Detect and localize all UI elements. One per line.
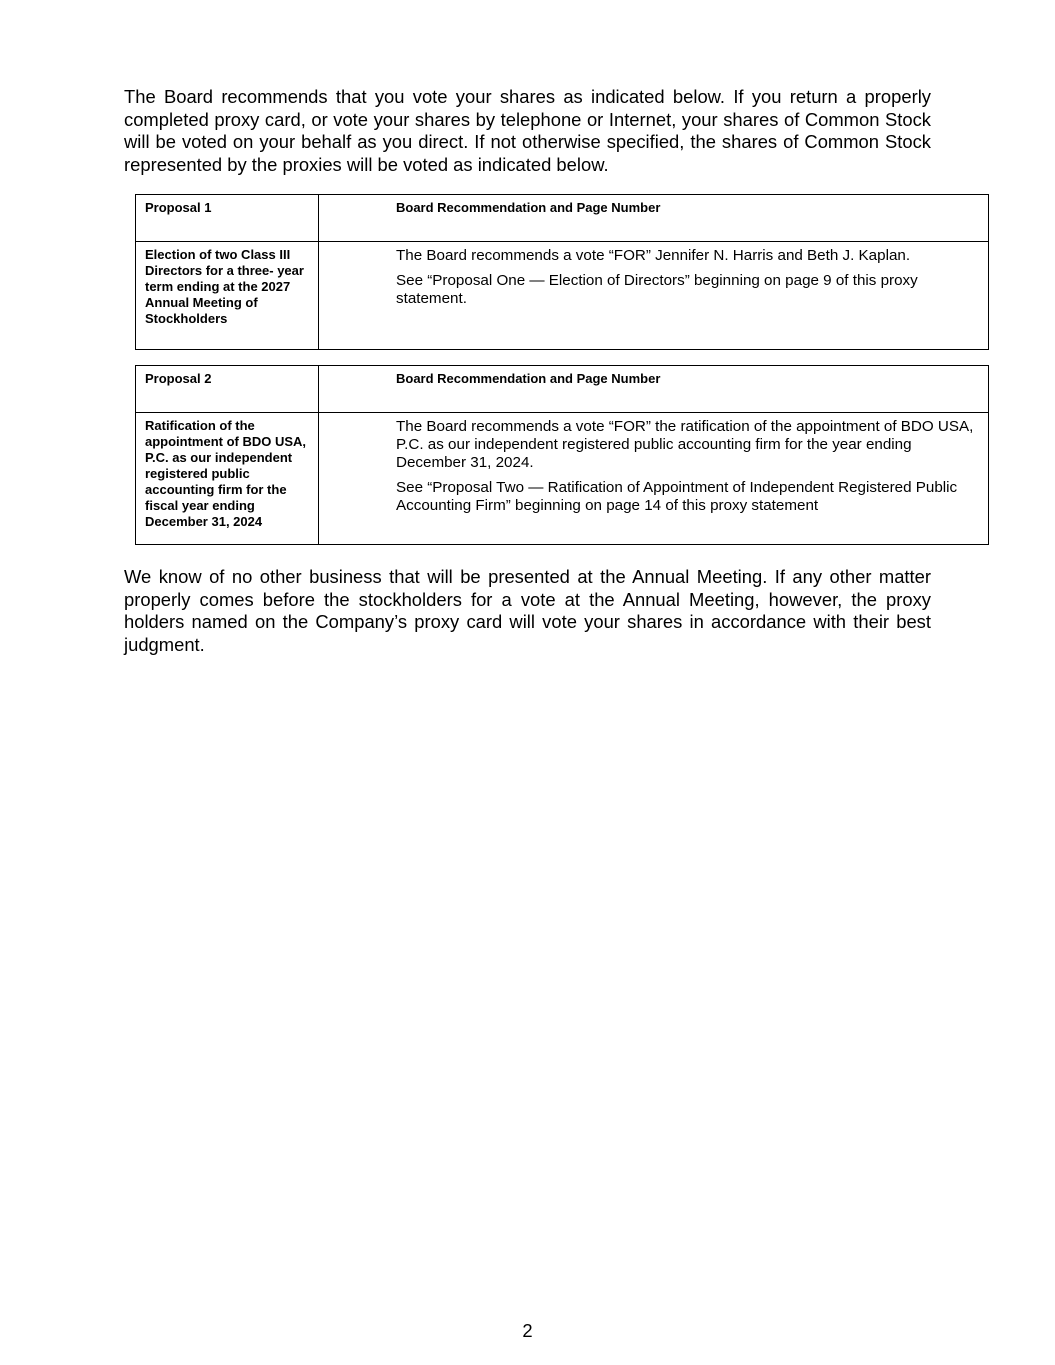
table-header-row [136, 195, 989, 242]
closing-paragraph: We know of no other business that will be presented at the Annual Meeting. If any other matter properly comes before the stockholders for a vote at the Annual Meeting, however, the proxy holders named on the Company’s proxy card will vote your shares in accordance with their best judgment. [124, 566, 931, 655]
recommendation-header: Board Recommendation and Page Number [396, 371, 661, 386]
proposal-description-cell [136, 242, 319, 350]
table-row [136, 413, 989, 545]
header-cell-proposal [136, 366, 319, 413]
proposal-1-table [135, 194, 989, 350]
recommendation-header: Board Recommendation and Page Number [396, 200, 661, 215]
proposal-2-recommendation: The Board recommends a vote “FOR” the ratification of the appointment of BDO USA, P.C. as our independent registered public accounting firm for the year ending December 31, 2024. [396, 418, 974, 471]
proposal-2-label: Proposal 2 [145, 371, 212, 386]
table-header-row [136, 366, 989, 413]
proposal-1-description: Election of two Class III Directors for a three- year term ending at the 2027 Annual Meeting of Stockholders [145, 247, 304, 326]
table-row [136, 242, 989, 350]
header-cell-recommendation [319, 366, 989, 413]
header-cell-proposal [136, 195, 319, 242]
proposal-2-table [135, 365, 989, 545]
proposal-2-description: Ratification of the appointment of BDO USA, P.C. as our independent registered public accounting firm for the fiscal year ending December 31, 2024 [145, 418, 307, 529]
proposal-1-label: Proposal 1 [145, 200, 212, 215]
page-number: 2 [522, 1320, 533, 1341]
recommendation-cell [319, 242, 989, 350]
header-cell-recommendation [319, 195, 989, 242]
proposal-2-page-reference: See “Proposal Two — Ratification of Appointment of Independent Registered Public Accounting Firm” beginning on page 14 of this proxy statement [396, 479, 958, 514]
proposal-1-page-reference: See “Proposal One — Election of Directors” beginning on page 9 of this proxy statement. [396, 272, 918, 307]
recommendation-cell [319, 413, 989, 545]
proposal-1-recommendation: The Board recommends a vote “FOR” Jennifer N. Harris and Beth J. Kaplan. [396, 247, 911, 264]
intro-paragraph: The Board recommends that you vote your shares as indicated below. If you return a properly completed proxy card, or vote your shares by telephone or Internet, your shares of Common Stock will be voted on your behalf as you direct. If not otherwise specified, the shares of Common Stock represented by the proxies will be voted as indicated below. [124, 86, 931, 175]
proposal-description-cell [136, 413, 319, 545]
